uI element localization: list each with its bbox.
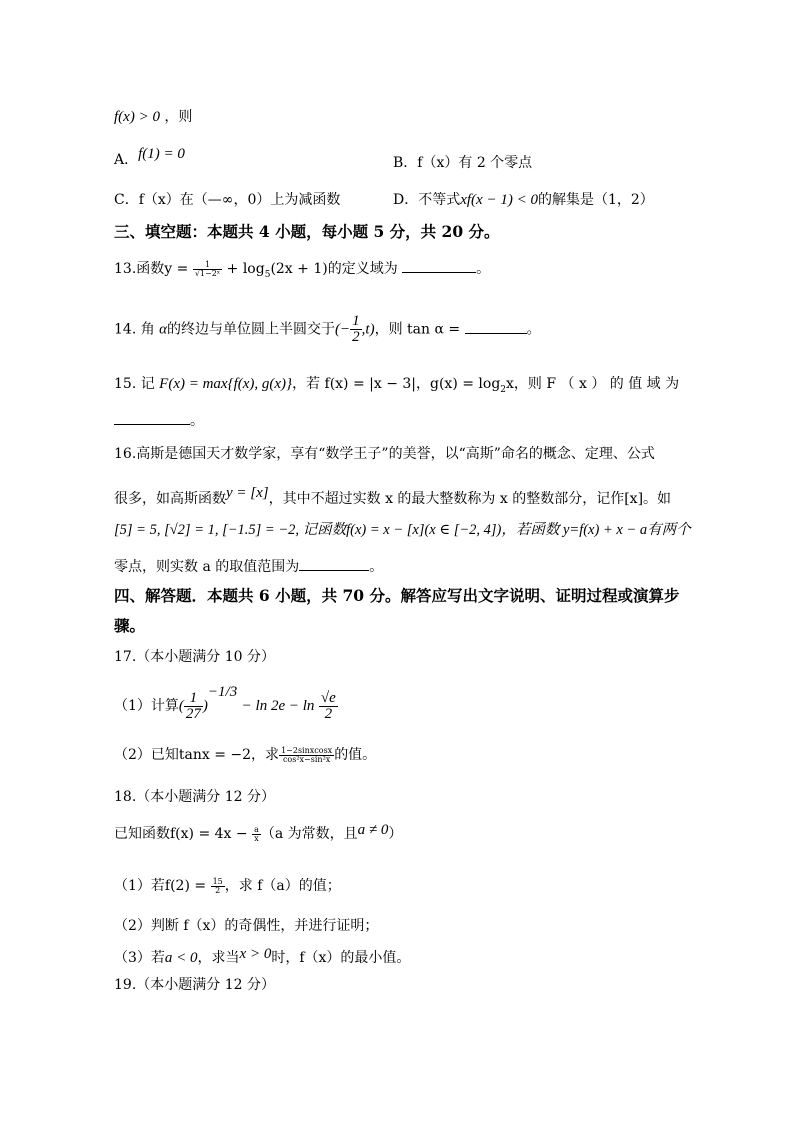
- q15-prefix: 15. 记: [114, 376, 155, 392]
- option-d-prefix: D．不等式: [393, 192, 461, 208]
- q15-answer-line: [114, 410, 204, 430]
- q18-p1-num: 15: [212, 876, 223, 886]
- q12-option-b: B．f（x）有 2 个零点: [393, 155, 533, 171]
- q14-tan: tan α =: [407, 321, 461, 338]
- q18-title: 18.（本小题满分 12 分）: [114, 789, 275, 805]
- q16-line1: 16.高斯是德国天才数学家，享有“数学王子”的美誉，以“高斯”命名的概念、定理、公式: [114, 446, 655, 462]
- q17-p1-num: 1: [184, 691, 203, 707]
- q18-p3-mid: ，求当: [197, 950, 240, 966]
- q13-den: √1−2ˣ: [194, 268, 221, 278]
- q16-line4-a: 零点，则实数 a 的取值范围为: [114, 559, 300, 575]
- q17-p1-prefix: （1）计算: [114, 698, 179, 714]
- q12-option-c: C．f（x）在（—∞，0）上为减函数: [114, 192, 341, 208]
- q17-p1-exp: −1/3: [207, 684, 238, 700]
- q17-p1-fraction2: [319, 691, 338, 722]
- q14-answer-blank[interactable]: [465, 319, 527, 334]
- q18-p3-prefix: （3）若: [114, 950, 165, 966]
- q18-p3-math1: a < 0: [164, 950, 198, 966]
- q18-part2: （2）判断 f（x）的奇偶性，并进行证明；: [114, 918, 379, 934]
- q12-option-d: [393, 189, 654, 209]
- q16-line4: [114, 556, 383, 576]
- q12-condition: [114, 106, 192, 126]
- q17-title: 17.（本小题满分 10 分）: [114, 649, 275, 665]
- q18-p1-den: 2: [215, 885, 221, 895]
- option-d-suffix: 的解集是（1，2）: [537, 192, 654, 208]
- q13-arg: (2x + 1)的定义域为: [270, 261, 398, 277]
- q15: [114, 373, 679, 395]
- option-d-math: xf(x − 1) < 0: [460, 192, 538, 208]
- q17-p1-den: 27: [185, 705, 201, 722]
- option-a-math: f(1) = 0: [138, 146, 185, 162]
- q18-stmt-prefix: 已知函数f(x) = 4x −: [114, 826, 248, 842]
- q13-fraction: [193, 261, 222, 278]
- q16-gauss-math: y = [x]: [226, 485, 269, 501]
- q15-fdef: F(x) = max{f(x), g(x)}: [159, 376, 293, 392]
- q16-line2: [114, 485, 671, 508]
- section3-heading: 三、填空题：本题共 4 小题，每小题 5 分，共 20 分。: [114, 222, 500, 241]
- q18-part3: [114, 946, 410, 967]
- q13-log: + log: [226, 261, 265, 277]
- q15-answer-blank[interactable]: [114, 410, 190, 425]
- q17-part2: [114, 744, 376, 764]
- q13-end: 。: [476, 261, 491, 277]
- q13-num: 1: [193, 261, 222, 270]
- q14-point-close: ,t): [361, 321, 375, 338]
- q18-stmt-mid: （a 为常数，且: [260, 826, 358, 842]
- q14-alpha: α: [159, 321, 168, 338]
- q12-then-text: ，则: [164, 109, 193, 125]
- q16-answer-blank[interactable]: [299, 556, 369, 571]
- q17-p1-mid: − ln 2e − ln: [241, 698, 315, 714]
- q12-option-a: [114, 146, 185, 169]
- q15-tail: x，则 F （ x ） 的 值 域 为: [506, 376, 680, 392]
- q18-stmt-fraction: [252, 826, 261, 843]
- q12-fx-math: f(x) > 0: [114, 109, 160, 125]
- q18-stmt-math: a ≠ 0: [357, 822, 389, 838]
- q14-fraction: [350, 314, 362, 345]
- q15-log-base: 2: [500, 384, 507, 395]
- q16-line4-end: 。: [369, 559, 384, 575]
- q14: [114, 314, 541, 345]
- q15-end: 。: [190, 413, 204, 429]
- q17-p1-den2: 2: [324, 705, 333, 722]
- q13-log-base: 5: [264, 269, 271, 280]
- q13: [114, 258, 490, 280]
- q14-prefix: 14. 角: [114, 321, 155, 338]
- q13-answer-blank[interactable]: [402, 258, 476, 273]
- option-a-label: A．: [114, 152, 139, 168]
- q14-after: ，则: [374, 321, 403, 338]
- q18-stmt-num: a: [254, 824, 259, 834]
- q15-mid: ，若 f(x) = |x − 3|，g(x) = log: [292, 376, 501, 392]
- q18-part1: [114, 875, 341, 895]
- q14-end: 。: [526, 321, 541, 338]
- q14-den: 2: [352, 329, 360, 345]
- section4-heading-line1: 四、解答题．本题共 6 小题，共 70 分。解答应写出文字说明、证明过程或演算步: [114, 586, 680, 605]
- q18-stmt-end: ）: [388, 826, 403, 842]
- q18-p3-math2: x > 0: [239, 946, 272, 962]
- q17-p2-fraction: [279, 747, 334, 764]
- q18-statement: [114, 822, 402, 843]
- q17-p2-num: 1−2sinxcosx: [281, 745, 333, 755]
- q14-point-open: (−: [335, 321, 351, 338]
- q16-line3: [5] = 5, [√2] = 1, [−1.5] = −2, 记函数f(x) = x − [x](x ∈ [−2, 4])，若函数 y=f(x) + x − a有两个: [114, 522, 691, 538]
- q18-p1-suffix: ，求 f（a）的值；: [224, 878, 341, 894]
- q17-p1-fraction: [184, 691, 203, 722]
- q16-line2-b: ，其中不超过实数 x 的最大整数称为 x 的整数部分，记作[x]。如: [268, 491, 672, 507]
- q17-p1-num2: √e: [320, 689, 336, 706]
- q17-p2-prefix: （2）已知tanx = −2，求: [114, 747, 280, 763]
- q17-part1: （1）计算( $\frac{1}{27}$ )$^{-1/3}$ − ln 2e − ln $\frac{√e}{2}$: [114, 684, 336, 722]
- q18-stmt-den: x: [254, 833, 259, 843]
- q19-title: 19.（本小题满分 12 分）: [114, 977, 275, 993]
- q14-mid: 的终边与单位圆上半圆交于: [167, 321, 336, 338]
- q13-prefix: 13.函数y =: [114, 261, 189, 277]
- section4-heading-line2: 骤。: [114, 616, 146, 635]
- q18-p1-prefix: （1）若f(2) =: [114, 878, 207, 894]
- q17-p2-den: cos²x−sin²x: [282, 754, 331, 764]
- q14-num: 1: [352, 313, 360, 329]
- q16-line2-a: 很多，如高斯函数: [114, 491, 226, 507]
- q17-p2-suffix: 的值。: [334, 747, 377, 763]
- q18-p1-fraction: [211, 878, 225, 895]
- q18-p3-suffix: 时，f（x）的最小值。: [271, 950, 411, 966]
